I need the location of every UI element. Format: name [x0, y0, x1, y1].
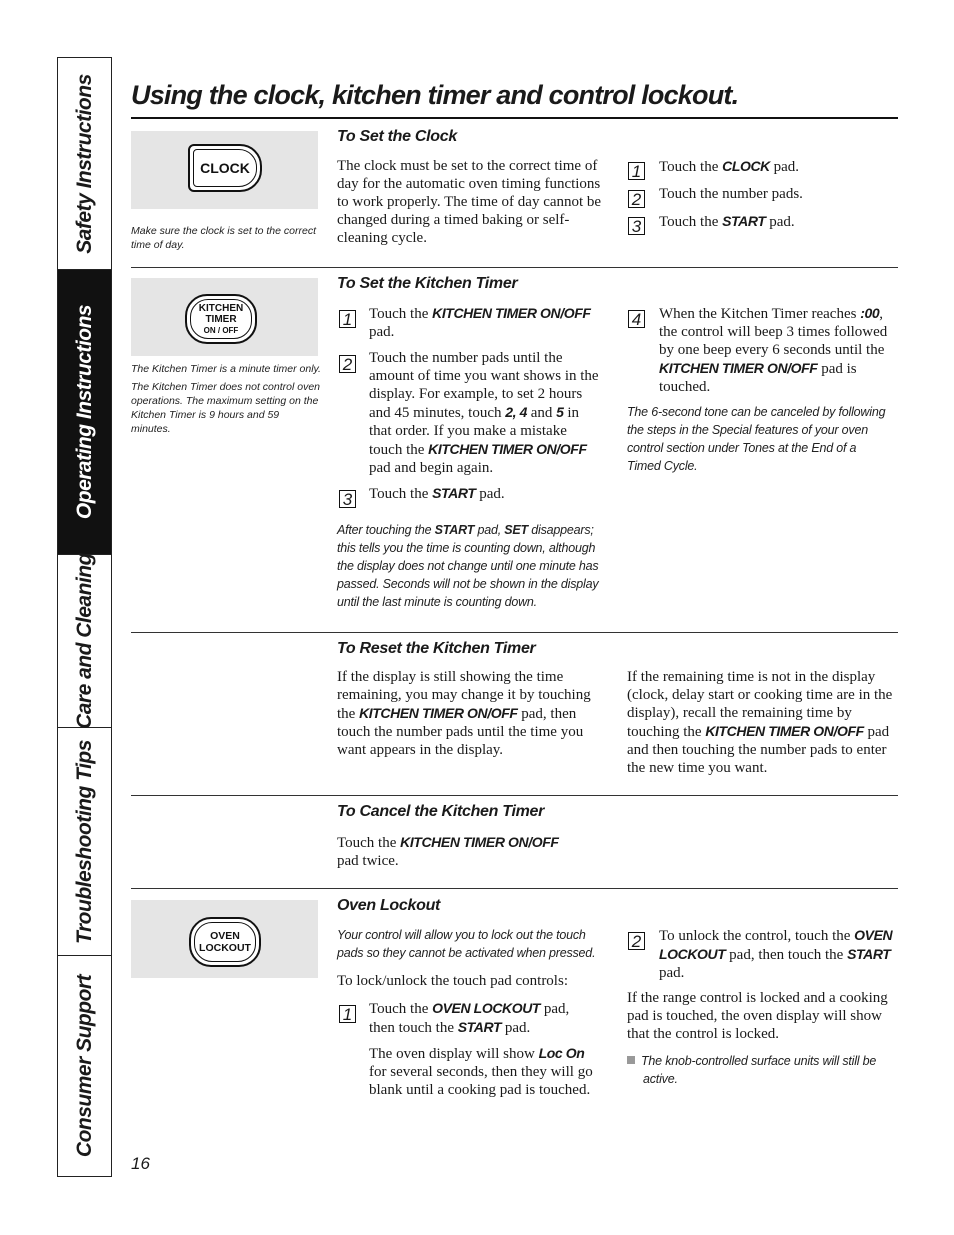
lockout-step-2: To unlock the control, touch the OVEN LOCKOUT pad, then touch the START pad. — [659, 927, 893, 981]
tab-care-and-cleaning[interactable]: Care and Cleaning — [58, 555, 111, 728]
cancel-heading: To Cancel the Kitchen Timer — [337, 803, 545, 820]
oven-lockout-pad-icon: OVEN LOCKOUT — [189, 917, 261, 967]
timer-caption: The Kitchen Timer is a minute timer only. The Kitchen Timer does not control oven operations. The maximum setting on the Kitchen Timer is 9 hours and 59 minutes. — [131, 363, 321, 435]
lockout-pad-panel — [131, 900, 318, 978]
reset-heading: To Reset the Kitchen Timer — [337, 640, 536, 657]
section-sidebar — [57, 57, 112, 1177]
timer-pad-panel — [131, 278, 318, 356]
clock-pad-panel — [131, 131, 318, 209]
title-rule — [131, 117, 898, 119]
bullet-square-icon — [627, 1056, 635, 1064]
lockout-display-text: The oven display will show Loc On for several seconds, then they will go blank until a cooking pad is touched. — [369, 1045, 593, 1098]
timer-step-1-number: 1 — [339, 310, 356, 328]
timer-step-3: Touch the START pad. — [369, 485, 505, 502]
section-divider — [131, 267, 898, 268]
timer-start-note: After touching the START pad, SET disappears; this tells you the time is counting down, although the display does not change until one minute has passed. Seconds will not be shown in the display until the last minute is counting down. — [337, 523, 599, 609]
lockout-bullet: The knob-controlled surface units will still be active. — [627, 1052, 893, 1088]
timer-step-2-number: 2 — [339, 355, 356, 373]
lockout-locked-text: If the range control is locked and a cooking pad is touched, the oven display will show that the control is locked. — [627, 990, 888, 1042]
section-divider — [131, 632, 898, 633]
lockout-step-1-number: 1 — [339, 1005, 356, 1023]
reset-right-text: If the remaining time is not in the display (clock, delay start or cooking time are in the display), recall the remaining time by touching the KITCHEN TIMER ON/OFF pad and then touching the number pads to enter the new time you want. — [627, 669, 893, 776]
page-title: Using the clock, kitchen timer and control lockout. — [131, 80, 739, 110]
clock-step-1-number: 1 — [628, 162, 645, 180]
section-divider — [131, 888, 898, 889]
clock-pad-icon: CLOCK — [188, 144, 262, 192]
tab-safety-instructions[interactable]: Safety Instructions — [58, 58, 111, 270]
timer-step-3-number: 3 — [339, 490, 356, 508]
clock-caption: Make sure the clock is set to the correct time of day. — [131, 224, 316, 251]
tab-troubleshooting-tips[interactable]: Troubleshooting Tips — [58, 728, 111, 956]
timer-step-1: Touch the KITCHEN TIMER ON/OFF pad. — [369, 305, 591, 340]
timer-step-4: When the Kitchen Timer reaches :00, the control will beep 3 times followed by one beep every 6 seconds until the KITCHEN TIMER ON/OFF pad is touched. — [659, 305, 888, 395]
tab-operating-instructions[interactable]: Operating Instructions — [58, 270, 111, 555]
clock-step-3: Touch the START pad. — [659, 213, 795, 230]
lockout-step-2-number: 2 — [628, 932, 645, 950]
section-divider — [131, 795, 898, 796]
clock-intro: The clock must be set to the correct time of day for the automatic oven timing functions to work properly. The time of day cannot be changed during a timed baking or self-cleaning cycle. — [337, 158, 602, 246]
lockout-heading: Oven Lockout — [337, 897, 441, 914]
clock-step-2-number: 2 — [628, 190, 645, 208]
timer-heading: To Set the Kitchen Timer — [337, 275, 518, 292]
tab-consumer-support[interactable]: Consumer Support — [72, 974, 96, 1158]
kitchen-timer-pad-icon: KITCHEN TIMER ON / OFF — [185, 294, 257, 344]
clock-heading: To Set the Clock — [337, 128, 457, 145]
clock-step-3-number: 3 — [628, 217, 645, 235]
clock-step-2: Touch the number pads. — [659, 186, 803, 202]
lockout-intro: Your control will allow you to lock out the touch pads so they cannot be activated when pressed. — [337, 928, 596, 960]
timer-tone-note: The 6-second tone can be canceled by following the steps in the Special features of your oven control section under Tones at the End of a Timed Cycle. — [627, 405, 886, 473]
cancel-text: Touch the KITCHEN TIMER ON/OFF pad twice. — [337, 834, 559, 869]
lockout-instructions: To lock/unlock the touch pad controls: — [337, 973, 568, 989]
reset-left-text: If the display is still showing the time remaining, you may change it by touching the KITCHEN TIMER ON/OFF pad, then touch the number pads until the time you want appears in the display. — [337, 669, 591, 758]
page-number: 16 — [131, 1154, 150, 1173]
lockout-step-1: Touch the OVEN LOCKOUT pad, then touch the START pad. — [369, 1000, 570, 1036]
clock-step-1: Touch the CLOCK pad. — [659, 158, 800, 175]
timer-step-4-number: 4 — [628, 310, 645, 328]
timer-step-2: Touch the number pads until the amount of time you want shows in the display. For example, to set 2 hours and 45 minutes, touch 2, 4 and 5 in that order. If you make a mistake touch the KITCHEN TIMER ON/OFF pad and begin again. — [369, 350, 599, 476]
